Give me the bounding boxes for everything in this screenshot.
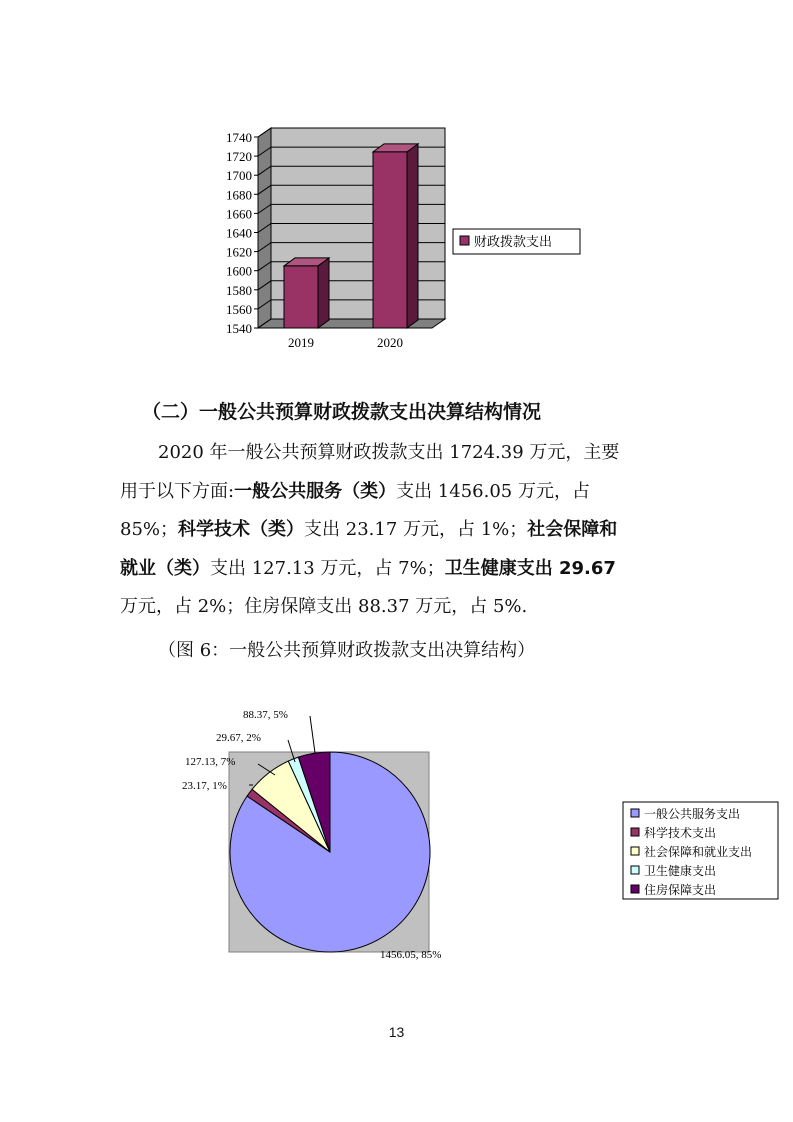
para-text: 万元，占 2%；住房保障支出 88.37 万元，占 5%. [120,596,528,617]
pie-legend-label: 住房保障支出 [644,883,717,897]
pie-legend-swatch [631,828,639,836]
pie-data-label: 127.13, 7% [185,756,236,768]
pie-legend-swatch [631,885,639,893]
bar-side [318,258,329,328]
y-tick-label: 1680 [226,187,252,203]
bar [284,266,318,328]
para-text: 支出 23.17 万元，占 1%； [304,519,528,540]
y-tick-label: 1600 [226,263,252,279]
para-text: 支出 1456.05 万元，占 [396,480,590,502]
y-tick-label: 1660 [226,206,252,222]
y-tick-label: 1540 [226,321,252,336]
para-bold: 社会保障和 [527,519,618,540]
section-heading: （二）一般公共预算财政拨款支出决算结构情况 [142,401,542,423]
para-text: 2020 年一般公共预算财政拨款支出 1724.39 万元，主要 [158,442,620,463]
y-tick-label: 1740 [226,130,252,145]
y-tick-label: 1580 [226,282,252,298]
pie-data-label: 23.17, 1% [182,780,227,792]
y-tick-label: 1560 [226,301,252,317]
page-number: 13 [388,1024,405,1040]
para-line-2 [120,473,680,512]
para-bold: 29.67 [552,557,616,579]
y-tick-label: 1700 [226,168,252,184]
para-bold: 科学技术（类） [178,519,305,540]
pie-legend-label: 社会保障和就业支出 [644,845,753,859]
pie-legend-label: 一般公共服务支出 [644,807,741,821]
para-text: 支出 127.13 万元，占 7%； [210,557,445,579]
bar-chart [0,0,793,370]
y-tick-label: 1720 [226,149,252,165]
pie-data-label: 1456.05, 85% [380,949,442,961]
pie-legend-swatch [631,847,639,855]
pie-chart [0,690,793,980]
para-line-1 [120,434,680,473]
pie-legend-swatch [631,809,639,817]
pie-leader-line [310,716,315,753]
body-paragraph [120,434,680,627]
pie-legend-swatch [631,866,639,874]
para-bold: 就业（类） [120,557,210,579]
pie-legend-label: 科学技术支出 [644,826,717,840]
y-tick-label: 1640 [226,225,252,241]
pie-data-label: 88.37, 5% [243,709,288,721]
para-bold: 一般公共服务（类） [234,480,397,502]
x-tick-label: 2019 [288,335,314,350]
pie-legend-label: 卫生健康支出 [644,864,717,878]
legend-swatch [460,236,469,245]
legend-label: 财政拨款支出 [474,235,553,250]
para-text: 85%； [120,519,179,540]
para-bold: 卫生健康支出 [444,557,553,579]
para-text: 用于以下方面: [120,480,235,502]
x-tick-label: 2020 [377,335,403,350]
para-line-5 [120,588,680,627]
bar [373,152,407,328]
pie-data-label: 29.67, 2% [216,732,261,744]
figure-caption: （图 6：一般公共预算财政拨款支出决算结构） [158,640,536,661]
y-tick-label: 1620 [226,244,252,260]
bar-side [407,144,418,328]
para-line-4 [120,550,680,589]
para-line-3 [120,511,680,550]
